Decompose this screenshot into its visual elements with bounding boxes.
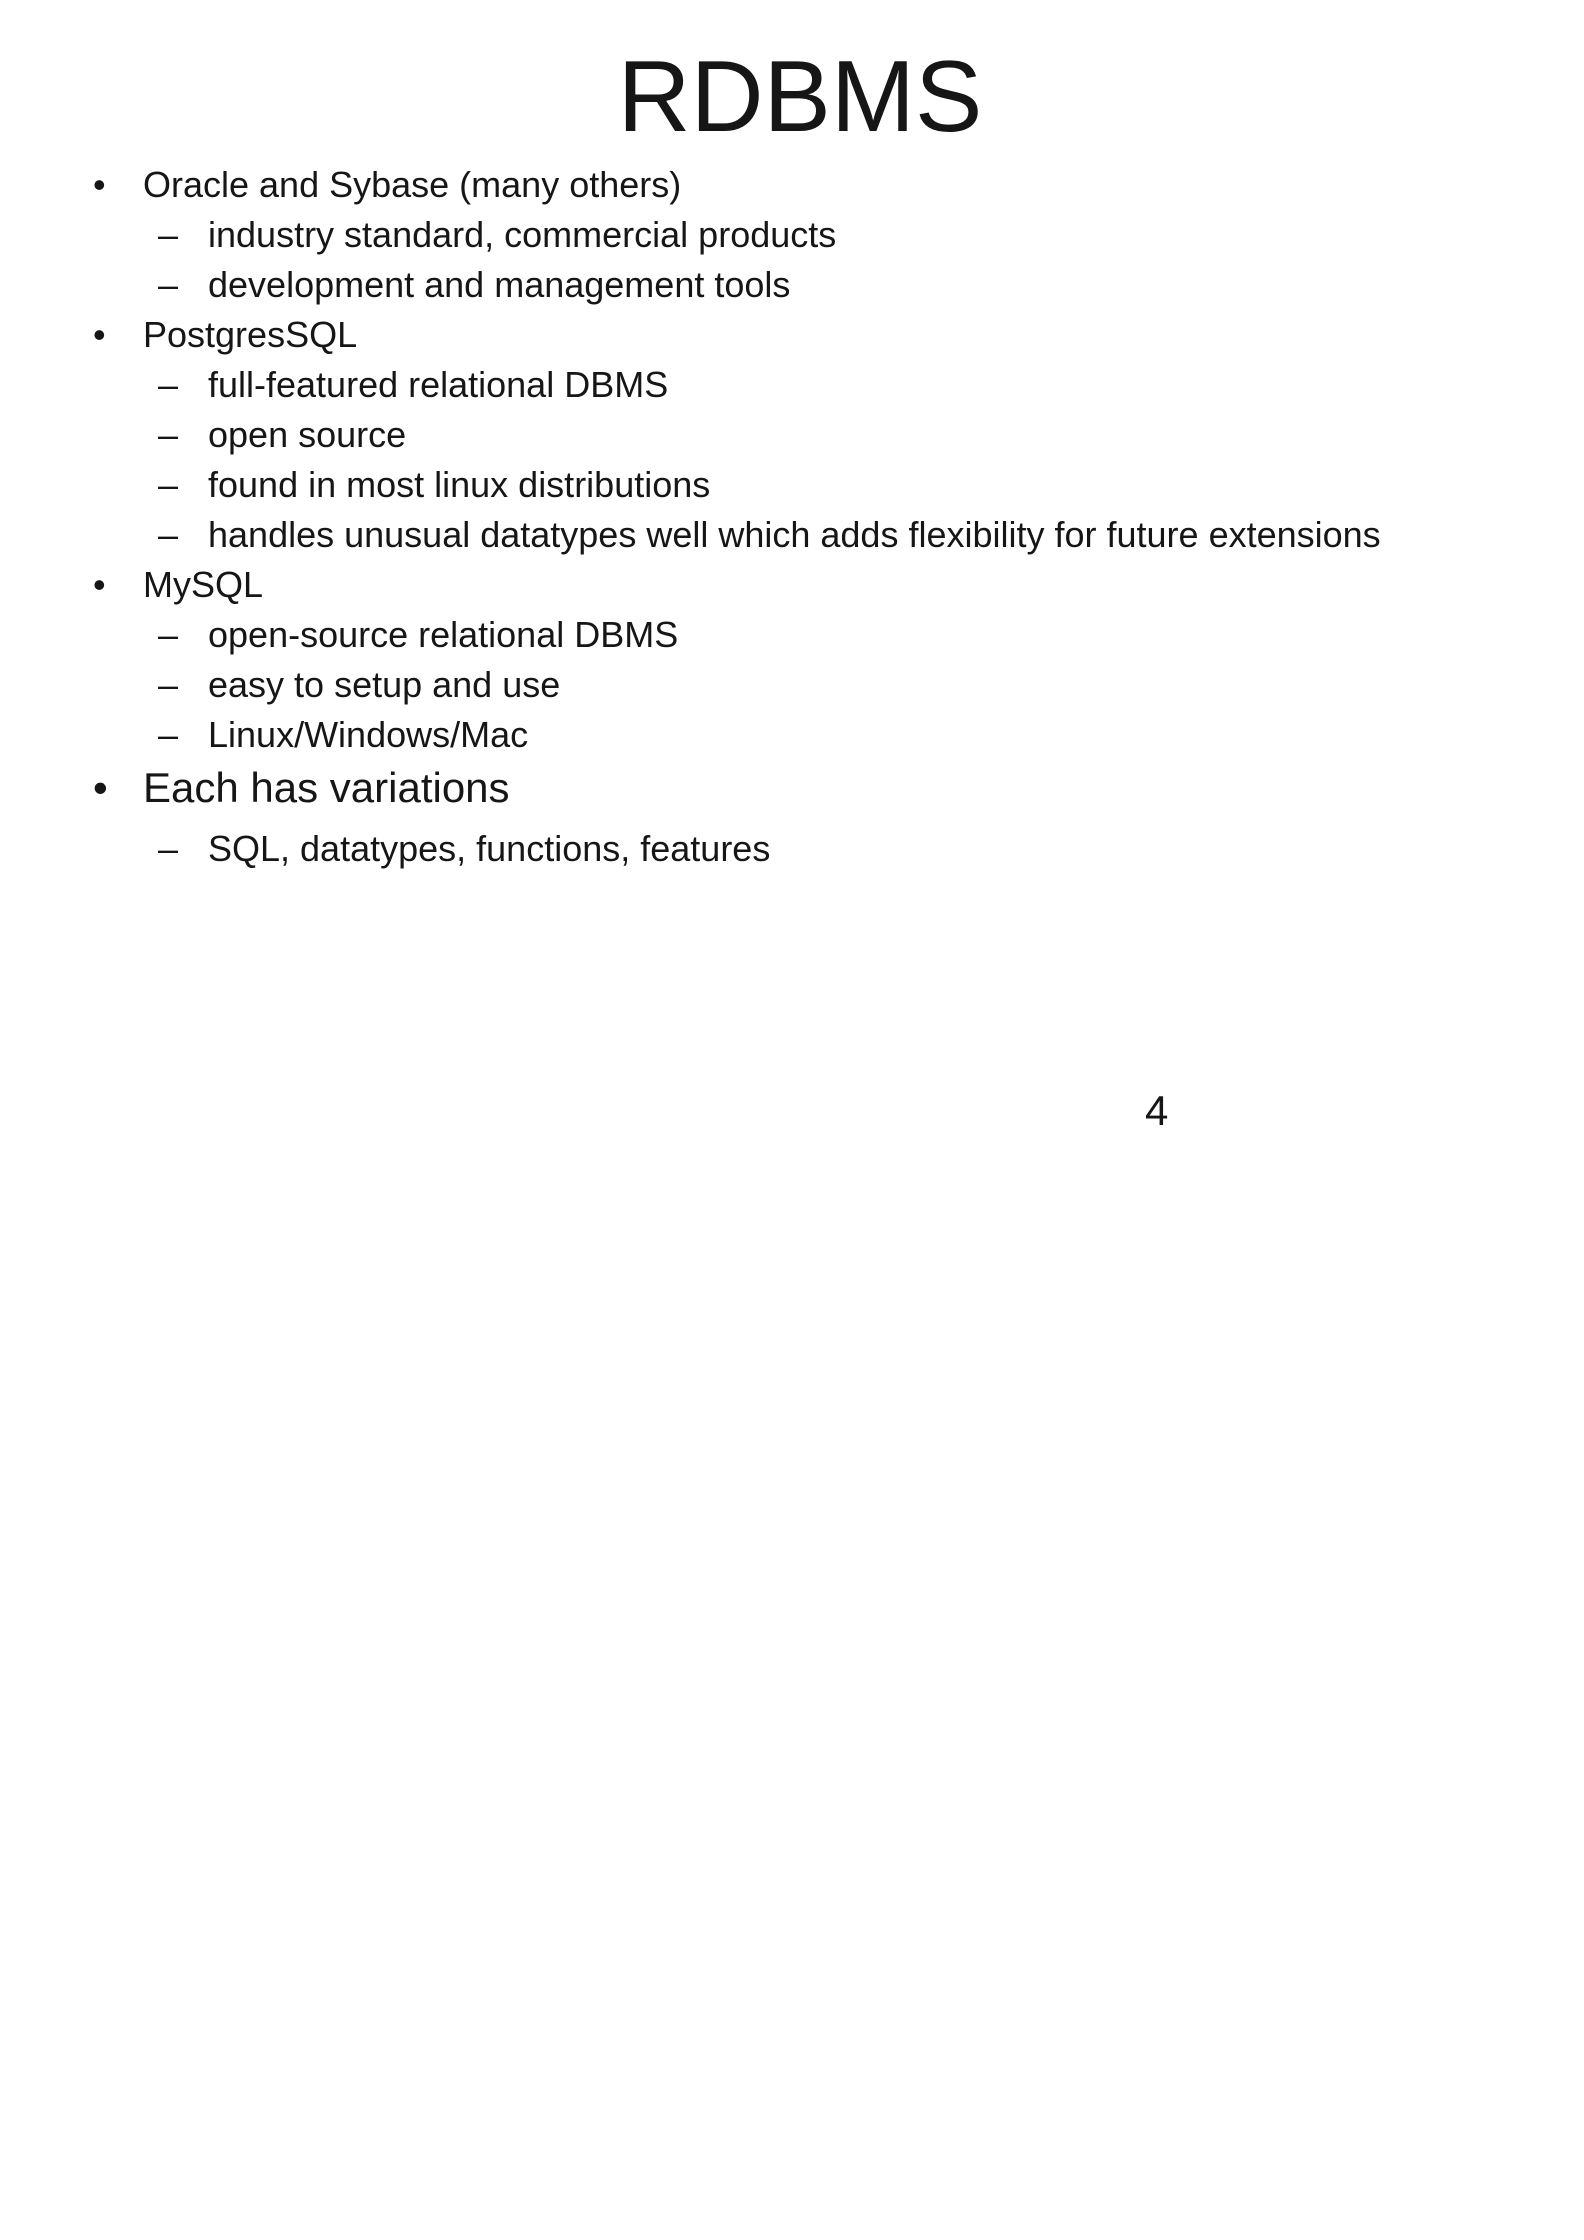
bullet-item-label: industry standard, commercial products bbox=[208, 214, 837, 255]
slide-title: RDBMS bbox=[617, 41, 983, 153]
dash-icon: – bbox=[158, 614, 179, 655]
bullet-item bbox=[0, 560, 1584, 610]
dash-icon: – bbox=[158, 714, 179, 755]
sub-bullet-item bbox=[0, 410, 1584, 460]
bullet-item-label: MySQL bbox=[143, 564, 264, 605]
page-number: 4 bbox=[1145, 1087, 1169, 1134]
dash-icon: – bbox=[158, 264, 179, 305]
sub-bullet-item bbox=[0, 360, 1584, 410]
bullet-item-label: open-source relational DBMS bbox=[208, 614, 679, 655]
dash-icon: – bbox=[158, 828, 179, 869]
bullet-item bbox=[0, 160, 1584, 210]
dash-icon: – bbox=[158, 414, 179, 455]
bullet-list bbox=[0, 160, 1584, 874]
sub-bullet-item bbox=[0, 660, 1584, 710]
bullet-item-label: easy to setup and use bbox=[208, 664, 561, 705]
bullet-item-label: found in most linux distributions bbox=[208, 464, 711, 505]
bullet-item-label: handles unusual datatypes well which adds flexibility for future extensions bbox=[208, 514, 1381, 555]
sub-bullet-item bbox=[0, 510, 1584, 560]
dash-icon: – bbox=[158, 514, 179, 555]
bullet-icon: • bbox=[93, 764, 108, 811]
bullet-item-label: Each has variations bbox=[143, 764, 510, 811]
bullet-item-label: PostgresSQL bbox=[143, 314, 358, 355]
bullet-icon: • bbox=[93, 164, 106, 205]
bullet-item-label: SQL, datatypes, functions, features bbox=[208, 828, 771, 869]
sub-bullet-item bbox=[0, 210, 1584, 260]
dash-icon: – bbox=[158, 664, 179, 705]
bullet-icon: • bbox=[93, 564, 106, 605]
bullet-item-label: development and management tools bbox=[208, 264, 791, 305]
sub-bullet-item bbox=[0, 824, 1584, 874]
bullet-item-label: Linux/Windows/Mac bbox=[208, 714, 529, 755]
sub-bullet-item bbox=[0, 460, 1584, 510]
dash-icon: – bbox=[158, 214, 179, 255]
bullet-item bbox=[0, 310, 1584, 360]
dash-icon: – bbox=[158, 464, 179, 505]
bullet-item-label: Oracle and Sybase (many others) bbox=[143, 164, 682, 205]
bullet-item bbox=[0, 760, 1584, 824]
bullet-item-label: full-featured relational DBMS bbox=[208, 364, 669, 405]
dash-icon: – bbox=[158, 364, 179, 405]
sub-bullet-item bbox=[0, 260, 1584, 310]
sub-bullet-item bbox=[0, 710, 1584, 760]
bullet-item-label: open source bbox=[208, 414, 407, 455]
sub-bullet-item bbox=[0, 610, 1584, 660]
bullet-icon: • bbox=[93, 314, 106, 355]
